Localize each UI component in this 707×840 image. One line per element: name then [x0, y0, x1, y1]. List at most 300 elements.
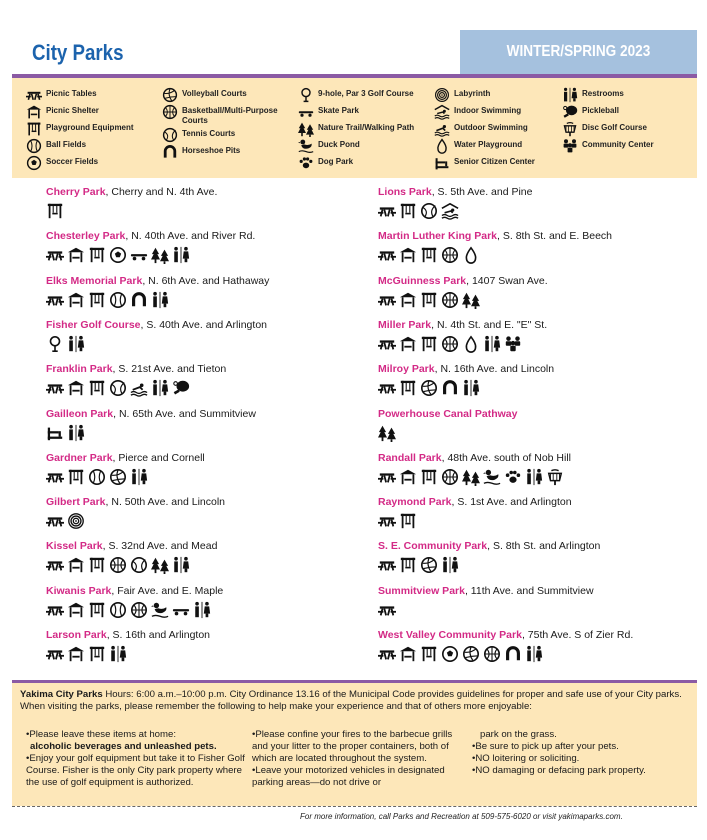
rules-column-1	[26, 729, 251, 789]
park-amenities	[46, 202, 366, 220]
legend-item	[298, 104, 428, 120]
indoor-swim-icon	[434, 104, 450, 120]
dashed-divider	[12, 806, 697, 807]
picnic-table-icon	[378, 335, 396, 353]
outdoor-swim-icon	[434, 121, 450, 137]
park-name: Chesterley Park	[46, 230, 126, 243]
trail-icon	[151, 556, 169, 574]
park-amenities	[378, 202, 698, 220]
park-name: Larson Park	[46, 629, 107, 641]
picnic-shelter-icon	[67, 645, 85, 663]
park-name: Cherry Park	[46, 186, 106, 198]
legend-item	[162, 87, 292, 103]
playground-icon	[88, 246, 106, 264]
park-name: Kiwanis Park	[46, 584, 112, 597]
park-name: Kissel Park	[46, 540, 103, 553]
playground-icon	[67, 468, 85, 486]
park-amenities	[378, 512, 698, 530]
legend-item	[26, 121, 156, 137]
picnic-shelter-icon	[399, 645, 417, 663]
rule-leave-items-detail: alcoholic beverages and unleashed pets.	[30, 741, 217, 752]
picnic-shelter-icon	[67, 291, 85, 309]
park-address: , S. 8th St. and E. Beech	[497, 230, 613, 243]
legend-item	[298, 155, 428, 171]
legend-label: Picnic Tables	[46, 89, 97, 98]
park-entry	[46, 629, 366, 663]
park-entry	[378, 585, 698, 619]
duck-icon	[298, 138, 314, 154]
legend-item	[434, 138, 564, 154]
picnic-shelter-icon	[399, 335, 417, 353]
legend-item	[162, 104, 292, 126]
picnic-table-icon	[46, 379, 64, 397]
park-amenities	[46, 291, 366, 309]
park-address: , S. 1st Ave. and Arlington	[451, 496, 572, 509]
park-heading	[378, 408, 698, 420]
park-address: , S. 16th and Arlington	[106, 629, 211, 641]
picnic-shelter-icon	[67, 246, 85, 264]
park-address: , S. 40th Ave. and Arlington	[140, 318, 267, 331]
restroom-icon	[151, 379, 169, 397]
page-header	[12, 30, 697, 74]
rules-column-2	[252, 729, 467, 789]
labyrinth-icon	[67, 512, 85, 530]
park-address: , N. 4th St. and E. "E" St.	[431, 318, 548, 331]
playground-icon	[420, 645, 438, 663]
park-address: , 48th Ave. south of Nob Hill	[441, 451, 572, 464]
playground-icon	[88, 601, 106, 619]
pickleball-icon	[172, 379, 190, 397]
baseball-icon	[109, 601, 127, 619]
basketball-icon	[441, 468, 459, 486]
picnic-table-icon	[46, 556, 64, 574]
picnic-table-icon	[46, 645, 64, 663]
legend-label: Outdoor Swimming	[454, 123, 528, 132]
picnic-table-icon	[378, 512, 396, 530]
park-heading	[378, 230, 698, 242]
rule-fires: •Please confine your fires to the barbecue grills and your litter to the proper containers, both of which are located throughout the system.	[252, 729, 453, 764]
park-entry	[46, 540, 366, 574]
basketball-icon	[162, 104, 178, 120]
park-heading	[46, 452, 366, 464]
horseshoe-icon	[441, 379, 459, 397]
park-entry	[46, 585, 366, 619]
park-address: , S. 5th Ave. and Pine	[431, 186, 533, 198]
park-entry	[46, 363, 366, 397]
skate-icon	[172, 601, 190, 619]
park-amenities	[46, 335, 366, 353]
park-name: Franklin Park	[46, 363, 113, 376]
picnic-table-icon	[46, 468, 64, 486]
legend-label: Nature Trail/Walking Path	[318, 123, 415, 132]
discgolf-icon	[546, 468, 564, 486]
legend-label: Basketball/Multi-Purpose Courts	[182, 106, 278, 125]
park-name: Randall Park	[378, 451, 442, 464]
park-entry	[46, 186, 366, 220]
legend-label: Pickleball	[582, 106, 619, 115]
park-heading	[378, 275, 698, 287]
playground-icon	[399, 512, 417, 530]
legend-item	[26, 138, 156, 154]
park-address: , 1407 Swan Ave.	[466, 274, 548, 287]
playground-icon	[26, 121, 42, 137]
park-amenities	[46, 601, 366, 619]
legend-item	[26, 104, 156, 120]
dog-icon	[504, 468, 522, 486]
water-icon	[462, 335, 480, 353]
trail-icon	[462, 468, 480, 486]
restroom-icon	[130, 468, 148, 486]
skate-icon	[298, 104, 314, 120]
park-address: , S. 32nd Ave. and Mead	[102, 540, 218, 553]
legend-label: Horseshoe Pits	[182, 146, 241, 155]
senior-icon	[434, 155, 450, 171]
amenities-legend	[12, 78, 697, 178]
park-heading	[46, 230, 366, 242]
legend-label: Water Playground	[454, 140, 523, 149]
legend-label: Skate Park	[318, 106, 359, 115]
park-entry	[46, 452, 366, 486]
legend-label: Labyrinth	[454, 89, 491, 98]
park-entry	[378, 540, 698, 574]
park-heading	[46, 319, 366, 331]
restroom-icon	[525, 468, 543, 486]
park-name: Miller Park	[378, 318, 432, 331]
baseball-icon	[109, 291, 127, 309]
golf-icon	[298, 87, 314, 103]
legend-label: Senior Citizen Center	[454, 157, 535, 166]
park-name: Raymond Park	[378, 496, 452, 509]
park-name: McGuinness Park	[378, 274, 467, 287]
legend-label: Dog Park	[318, 157, 354, 166]
park-entry	[378, 275, 698, 309]
park-address: , N. 65th Ave. and Summitview	[113, 407, 256, 420]
rule-vehicles: •Leave your motorized vehicles in designated parking areas—do not drive or	[252, 765, 445, 788]
rules-intro-text: Hours: 6:00 a.m.–10:00 p.m. City Ordinance 13.16 of the Municipal Code provides guidelines for proper and safe use of your City parks. When visiting the parks, please remember the following to help make your experience and that of others more enjoyable:	[20, 689, 682, 712]
basketball-icon	[441, 335, 459, 353]
park-rules-box	[12, 680, 697, 806]
park-amenities	[46, 512, 366, 530]
picnic-shelter-icon	[399, 468, 417, 486]
park-heading	[378, 186, 698, 198]
picnic-table-icon	[378, 468, 396, 486]
tennis-icon	[162, 127, 178, 143]
indoor-swim-icon	[441, 202, 459, 220]
trail-icon	[378, 424, 396, 442]
legend-label: Tennis Courts	[182, 129, 236, 138]
legend-item	[434, 104, 564, 120]
picnic-table-icon	[378, 246, 396, 264]
park-heading	[46, 186, 366, 198]
volleyball-icon	[109, 468, 127, 486]
park-entry	[378, 186, 698, 220]
legend-item	[562, 138, 692, 154]
playground-icon	[420, 335, 438, 353]
trail-icon	[298, 121, 314, 137]
park-heading	[46, 408, 366, 420]
park-heading	[46, 363, 366, 375]
restroom-icon	[483, 335, 501, 353]
park-amenities	[378, 379, 698, 397]
golf-icon	[46, 335, 64, 353]
park-name: Milroy Park	[378, 363, 435, 376]
playground-icon	[399, 379, 417, 397]
legend-item	[26, 155, 156, 171]
park-amenities	[46, 379, 366, 397]
rules-column-3	[472, 729, 692, 777]
legend-label: Soccer Fields	[46, 157, 99, 166]
picnic-shelter-icon	[26, 104, 42, 120]
skate-icon	[130, 246, 148, 264]
duck-icon	[483, 468, 501, 486]
restroom-icon	[172, 246, 190, 264]
park-amenities	[378, 335, 698, 353]
park-address: , N. 40th Ave. and River Rd.	[125, 230, 256, 243]
community-icon	[562, 138, 578, 154]
basketball-icon	[130, 601, 148, 619]
playground-icon	[88, 379, 106, 397]
playground-icon	[420, 246, 438, 264]
rule-damage: •NO damaging or defacing park property.	[472, 765, 646, 776]
horseshoe-icon	[162, 144, 178, 160]
playground-icon	[88, 645, 106, 663]
tennis-icon	[420, 202, 438, 220]
park-entry	[378, 452, 698, 486]
picnic-table-icon	[46, 512, 64, 530]
park-entry	[378, 363, 698, 397]
volleyball-icon	[462, 645, 480, 663]
picnic-table-icon	[46, 291, 64, 309]
picnic-table-icon	[378, 556, 396, 574]
senior-icon	[46, 424, 64, 442]
picnic-table-icon	[378, 645, 396, 663]
park-address: , N. 16th Ave. and Lincoln	[434, 363, 555, 376]
legend-item	[298, 121, 428, 137]
park-name: S. E. Community Park	[378, 540, 488, 553]
park-entry	[378, 496, 698, 530]
volleyball-icon	[162, 87, 178, 103]
park-heading	[378, 496, 698, 508]
park-name: Gailleon Park	[46, 407, 114, 420]
soccer-icon	[441, 645, 459, 663]
park-heading	[378, 319, 698, 331]
restroom-icon	[462, 379, 480, 397]
rule-golf: •Enjoy your golf equipment but take it to Fisher Golf Course. Fisher is the only City park property where the use of golf equipment is authorized.	[26, 753, 245, 788]
trail-icon	[462, 291, 480, 309]
legend-label: Duck Pond	[318, 140, 360, 149]
picnic-shelter-icon	[399, 246, 417, 264]
legend-item	[162, 127, 292, 143]
legend-item	[562, 121, 692, 137]
duck-icon	[151, 601, 169, 619]
picnic-shelter-icon	[67, 556, 85, 574]
park-name: Powerhouse Canal Pathway	[378, 407, 518, 420]
legend-item	[434, 121, 564, 137]
park-entry	[46, 275, 366, 309]
legend-label: 9-hole, Par 3 Golf Course	[318, 89, 414, 98]
park-amenities	[378, 645, 698, 663]
park-entry	[46, 496, 366, 530]
park-heading	[46, 496, 366, 508]
baseball-icon	[88, 468, 106, 486]
volleyball-icon	[420, 379, 438, 397]
season-banner	[460, 30, 697, 74]
park-heading	[46, 275, 366, 287]
park-amenities	[46, 645, 366, 663]
playground-icon	[88, 556, 106, 574]
park-heading	[378, 452, 698, 464]
legend-item	[562, 104, 692, 120]
volleyball-icon	[420, 556, 438, 574]
park-entry	[378, 319, 698, 353]
park-address: , S. 21st Ave. and Tieton	[112, 363, 227, 376]
park-address: , N. 50th Ave. and Lincoln	[105, 496, 226, 509]
playground-icon	[88, 291, 106, 309]
park-amenities	[378, 246, 698, 264]
playground-icon	[399, 202, 417, 220]
restroom-icon	[562, 87, 578, 103]
legend-item	[298, 138, 428, 154]
picnic-table-icon	[378, 291, 396, 309]
park-amenities	[378, 556, 698, 574]
picnic-shelter-icon	[67, 601, 85, 619]
outdoor-swim-icon	[130, 379, 148, 397]
tennis-icon	[130, 556, 148, 574]
park-address: , Pierce and Cornell	[112, 451, 205, 464]
picnic-table-icon	[46, 246, 64, 264]
park-entry	[378, 408, 698, 442]
page-title: City Parks	[32, 40, 124, 65]
water-icon	[462, 246, 480, 264]
rules-intro	[20, 689, 690, 713]
picnic-table-icon	[46, 601, 64, 619]
park-entry	[46, 319, 366, 353]
picnic-table-icon	[378, 202, 396, 220]
park-heading	[378, 363, 698, 375]
park-heading	[46, 585, 366, 597]
basketball-icon	[441, 246, 459, 264]
park-entry	[378, 230, 698, 264]
legend-item	[298, 87, 428, 103]
legend-label: Picnic Shelter	[46, 106, 99, 115]
legend-item	[26, 87, 156, 103]
rule-loitering: •NO loitering or soliciting.	[472, 753, 580, 764]
restroom-icon	[525, 645, 543, 663]
legend-item	[162, 144, 292, 160]
basketball-icon	[441, 291, 459, 309]
park-name: West Valley Community Park	[378, 629, 522, 641]
more-info: For more information, call Parks and Recreation at 509-575-6020 or visit yakimaparks.com.	[300, 812, 623, 821]
park-name: Elks Memorial Park	[46, 274, 143, 287]
soccer-icon	[26, 155, 42, 171]
park-entry	[46, 230, 366, 264]
park-amenities	[46, 468, 366, 486]
park-amenities	[378, 424, 698, 442]
park-address: , 75th Ave. S of Zier Rd.	[521, 629, 634, 641]
basketball-icon	[483, 645, 501, 663]
picnic-table-icon	[378, 601, 396, 619]
park-address: , Fair Ave. and E. Maple	[111, 584, 224, 597]
park-entry	[378, 629, 698, 663]
park-amenities	[46, 246, 366, 264]
water-icon	[434, 138, 450, 154]
picnic-shelter-icon	[399, 291, 417, 309]
park-name: Gardner Park	[46, 451, 113, 464]
park-name: Summitview Park	[378, 584, 465, 597]
park-name: Fisher Golf Course	[46, 318, 141, 331]
park-heading	[378, 629, 698, 641]
park-amenities	[46, 556, 366, 574]
park-name: Lions Park	[378, 186, 432, 198]
horseshoe-icon	[130, 291, 148, 309]
restroom-icon	[172, 556, 190, 574]
legend-item	[434, 155, 564, 171]
legend-label: Indoor Swimming	[454, 106, 522, 115]
playground-icon	[420, 291, 438, 309]
park-heading	[46, 629, 366, 641]
soccer-icon	[109, 246, 127, 264]
restroom-icon	[441, 556, 459, 574]
season-label: WINTER/SPRING 2023	[506, 43, 651, 60]
restroom-icon	[193, 601, 211, 619]
restroom-icon	[67, 424, 85, 442]
park-name: Gilbert Park	[46, 496, 106, 509]
legend-label: Disc Golf Course	[582, 123, 647, 132]
park-amenities	[378, 468, 698, 486]
community-icon	[504, 335, 522, 353]
park-entry	[46, 408, 366, 442]
legend-label: Community Center	[582, 140, 654, 149]
tennis-icon	[109, 379, 127, 397]
park-amenities	[46, 424, 366, 442]
discgolf-icon	[562, 121, 578, 137]
basketball-icon	[109, 556, 127, 574]
legend-label: Ball Fields	[46, 140, 87, 149]
restroom-icon	[109, 645, 127, 663]
park-amenities	[378, 291, 698, 309]
legend-item	[434, 87, 564, 103]
park-address: , 11th Ave. and Summitview	[464, 584, 594, 597]
park-heading	[46, 540, 366, 552]
pickleball-icon	[562, 104, 578, 120]
legend-label: Playground Equipment	[46, 123, 134, 132]
legend-item	[562, 87, 692, 103]
park-name: Martin Luther King Park	[378, 230, 498, 243]
playground-icon	[399, 556, 417, 574]
rule-leave-items: •Please leave these items at home:	[26, 729, 177, 740]
park-address: , S. 8th St. and Arlington	[487, 540, 601, 553]
labyrinth-icon	[434, 87, 450, 103]
park-address: , N. 6th Ave. and Hathaway	[142, 274, 270, 287]
legend-label: Restrooms	[582, 89, 624, 98]
park-address: , Cherry and N. 4th Ave.	[105, 186, 218, 198]
park-heading	[378, 585, 698, 597]
picnic-table-icon	[378, 379, 396, 397]
picnic-table-icon	[26, 87, 42, 103]
playground-icon	[420, 468, 438, 486]
playground-icon	[46, 202, 64, 220]
legend-label: Volleyball Courts	[182, 89, 247, 98]
rule-vehicles-cont: park on the grass.	[480, 729, 557, 740]
horseshoe-icon	[504, 645, 522, 663]
picnic-shelter-icon	[67, 379, 85, 397]
rules-heading: Yakima City Parks	[20, 689, 103, 700]
dog-icon	[298, 155, 314, 171]
restroom-icon	[67, 335, 85, 353]
restroom-icon	[151, 291, 169, 309]
park-amenities	[378, 601, 698, 619]
trail-icon	[151, 246, 169, 264]
